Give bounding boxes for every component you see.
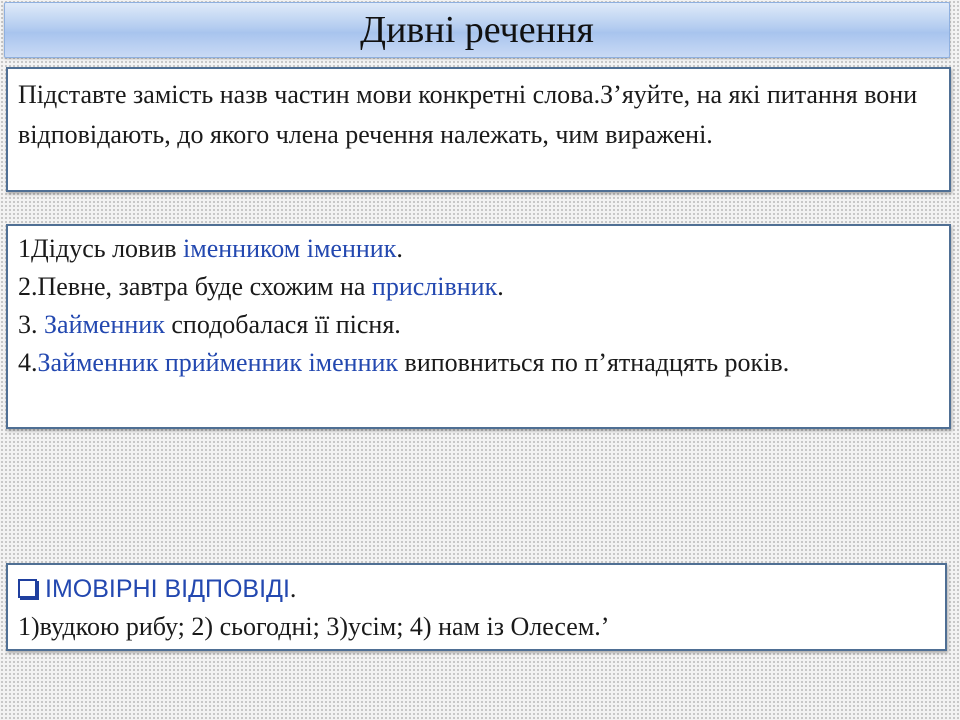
sentences-box	[6, 224, 951, 429]
slide-title: Дивні речення	[360, 9, 594, 51]
sentence-1	[18, 230, 939, 268]
sentence-1-placeholder: іменником іменник	[183, 234, 397, 263]
answers-heading-suffix: .	[289, 574, 297, 603]
answers-heading: ІМОВІРНІ ВІДПОВІДІ	[45, 575, 290, 603]
sentence-3-text: сподобалася її пісня.	[164, 310, 401, 339]
answers-heading-row	[18, 570, 935, 608]
sentence-1-text: 1Дідусь ловив	[18, 234, 184, 263]
task-text: Підставте замість назв частин мови конкретні слова.З’яуйте, на які питання вони відповідають, до якого члена речення належать, чим виражені.	[18, 80, 918, 149]
sentence-3-placeholder: Займенник	[44, 310, 165, 339]
sentence-4	[18, 344, 939, 382]
sentence-2-end: .	[497, 272, 504, 301]
task-box	[6, 67, 951, 192]
sentence-4-placeholder: Займенник прийменник іменник	[37, 348, 399, 377]
sentence-3-number: 3.	[18, 310, 44, 339]
sentence-2	[18, 268, 939, 306]
answers-box	[6, 563, 947, 651]
sentence-3	[18, 306, 939, 344]
sentence-4-text: виповниться по п’ятнадцять років.	[398, 348, 790, 377]
sentence-1-end: .	[396, 234, 403, 263]
sentence-2-text: 2.Певне, завтра буде схожим на	[18, 272, 372, 301]
sentence-2-placeholder: прислівник	[371, 272, 498, 301]
sentence-4-number: 4.	[18, 348, 38, 377]
slide-title-bar	[4, 2, 950, 58]
answers-text: 1)вудкою рибу; 2) сьогодні; 3)усім; 4) нам із Олесем.’	[18, 612, 610, 641]
checkbox-bullet-icon	[18, 579, 37, 598]
